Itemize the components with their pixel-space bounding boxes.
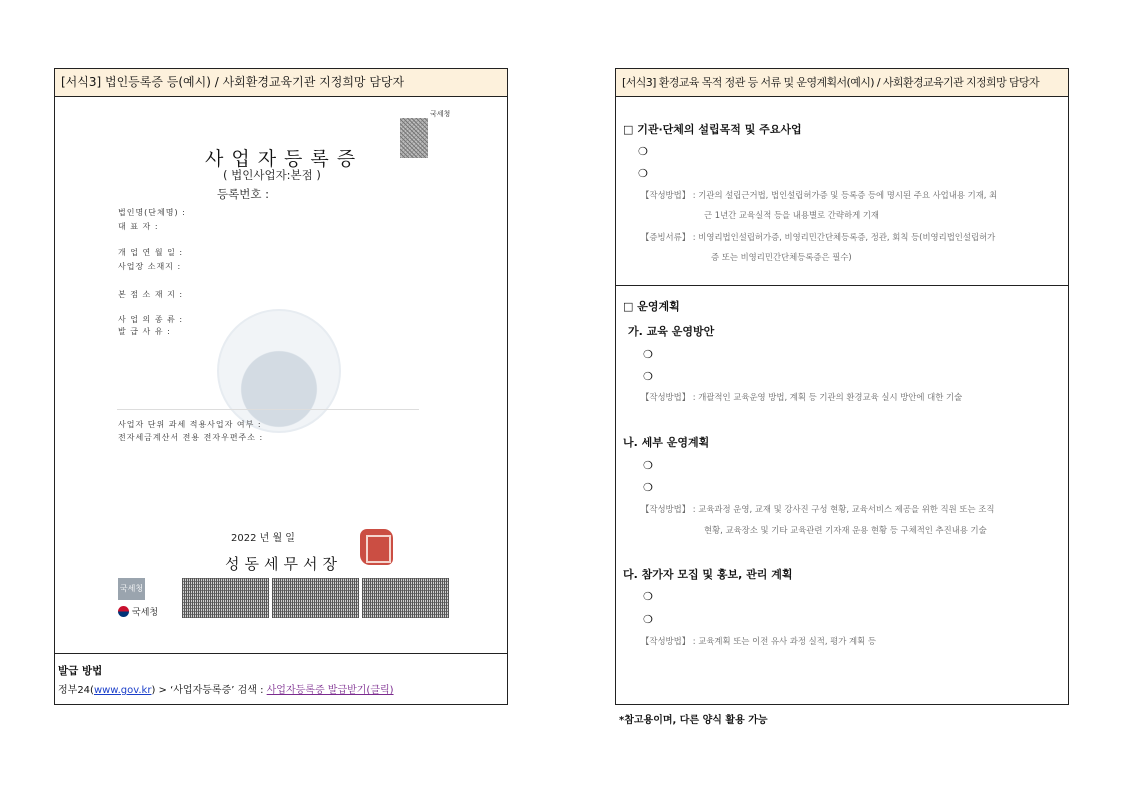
issue-middle: ) > ‘사업자등록증’ 검색 :	[151, 685, 267, 696]
purpose-bullet-2: ❍	[638, 167, 648, 180]
field-einvoice-email: 전자세금계산서 전용 전자우편주소 :	[118, 433, 264, 442]
purpose-note-2-label: 【증빙서류】	[641, 232, 691, 242]
official-seal-icon	[360, 529, 393, 565]
registration-number-label: 등록번호 :	[217, 187, 269, 201]
detail-bullet-1: ❍	[643, 459, 653, 472]
field-business-type: 사 업 의 종 류 :	[118, 315, 184, 324]
nts-logo-text: 국세청	[132, 608, 159, 618]
field-business-location: 사업장 소재지 :	[118, 262, 182, 271]
certificate-panel	[54, 68, 508, 705]
purpose-note-1-cont: 근 1년간 교육실적 등을 내용별로 간략하게 기재	[704, 210, 880, 220]
recruit-note: 【작성방법】 : 교육계획 또는 이전 유사 과정 실적, 평가 계획 등	[641, 636, 876, 646]
issue-prefix: 정부24(	[58, 685, 94, 696]
section-purpose-title: □ 기관·단체의 설립목적 및 주요사업	[623, 123, 802, 136]
certificate-divider	[117, 409, 419, 410]
tax-office-name: 성동세무서장	[225, 555, 342, 573]
field-representative: 대 표 자 :	[118, 222, 159, 231]
nts-logo	[118, 605, 158, 618]
right-panel-header: [서식3] 환경교육 목적 정관 등 서류 및 운영계획서(예시) / 사회환경교육기관 지정희망 담당자	[616, 69, 1068, 97]
purpose-note-2	[641, 227, 1064, 247]
purpose-note-2-text: : 비영리법인설립허가증, 비영리민간단체등록증, 정관, 회칙 등(비영리법인설립허가	[692, 232, 996, 242]
certificate-subtitle: ( 법인사업자:본점 )	[223, 168, 321, 182]
field-company-name: 법인명(단체명) :	[118, 208, 186, 217]
purpose-note-2-cont: 증 또는 비영리민간단체등록증은 필수)	[711, 252, 852, 262]
method-bullet-2: ❍	[643, 370, 653, 383]
sub-detailed-plan-title: 나. 세부 운영계획	[623, 436, 710, 449]
barcode-3	[362, 578, 449, 618]
issue-method-title: 발급 방법	[58, 665, 103, 677]
issue-method-line	[58, 681, 394, 696]
sub-education-method-title: 가. 교육 운영방안	[628, 325, 715, 338]
field-unit-tax: 사업자 단위 과세 적용사업자 여부 :	[118, 420, 262, 429]
purpose-note-1	[641, 185, 1064, 205]
issue-certificate-link[interactable]: 사업자등록증 발급받기(클릭)	[266, 685, 394, 696]
issue-divider	[55, 653, 507, 654]
taegeuk-icon	[118, 606, 129, 617]
purpose-bullet-1: ❍	[638, 145, 648, 158]
left-panel-header: [서식3] 법인등록증 등(예시) / 사회환경교육기관 지정희망 담당자	[55, 69, 507, 97]
detail-note: 【작성방법】 : 교육과정 운영, 교재 및 강사진 구성 현황, 교육서비스 제공을 위한 직원 또는 조직	[641, 504, 995, 514]
gov24-link[interactable]: www.gov.kr	[93, 685, 152, 696]
field-opening-date: 개 업 연 월 일 :	[118, 248, 184, 257]
nts-badge: 국세청	[118, 578, 145, 600]
field-head-office-location: 본 점 소 재 지 :	[118, 290, 184, 299]
operating-plan-panel	[615, 68, 1069, 705]
recruit-bullet-2: ❍	[643, 613, 653, 626]
watermark-emblem	[217, 309, 341, 433]
qr-code	[400, 118, 428, 158]
barcode-2	[272, 578, 359, 618]
certificate-title: 사업자등록증	[205, 148, 364, 170]
section-divider	[616, 285, 1068, 286]
purpose-note-1-label: 【작성방법】	[641, 190, 691, 200]
sub-recruitment-title: 다. 참가자 모집 및 홍보, 관리 계획	[623, 568, 793, 581]
detail-note-cont: 현황, 교육장소 및 기타 교육관련 기자재 운용 현황 등 구체적인 추진내용 기술	[704, 525, 987, 535]
method-note: 【작성방법】 : 개괄적인 교육운영 방법, 계획 등 기관의 환경교육 실시 방안에 대한 기술	[641, 392, 963, 402]
qr-label: 국세청	[430, 110, 451, 118]
recruit-bullet-1: ❍	[643, 590, 653, 603]
field-issue-reason: 발 급 사 유 :	[118, 327, 171, 336]
section-operating-plan-title: □ 운영계획	[623, 300, 680, 313]
issue-date: 2022 년 월 일	[231, 533, 295, 544]
method-bullet-1: ❍	[643, 348, 653, 361]
footnote: *참고용이며, 다른 양식 활용 가능	[619, 715, 768, 726]
detail-bullet-2: ❍	[643, 481, 653, 494]
barcode-1	[182, 578, 269, 618]
purpose-note-1-text: : 기관의 설립근거법, 법인설립허가증 및 등록증 등에 명시된 주요 사업내용 기재, 최	[692, 190, 998, 200]
